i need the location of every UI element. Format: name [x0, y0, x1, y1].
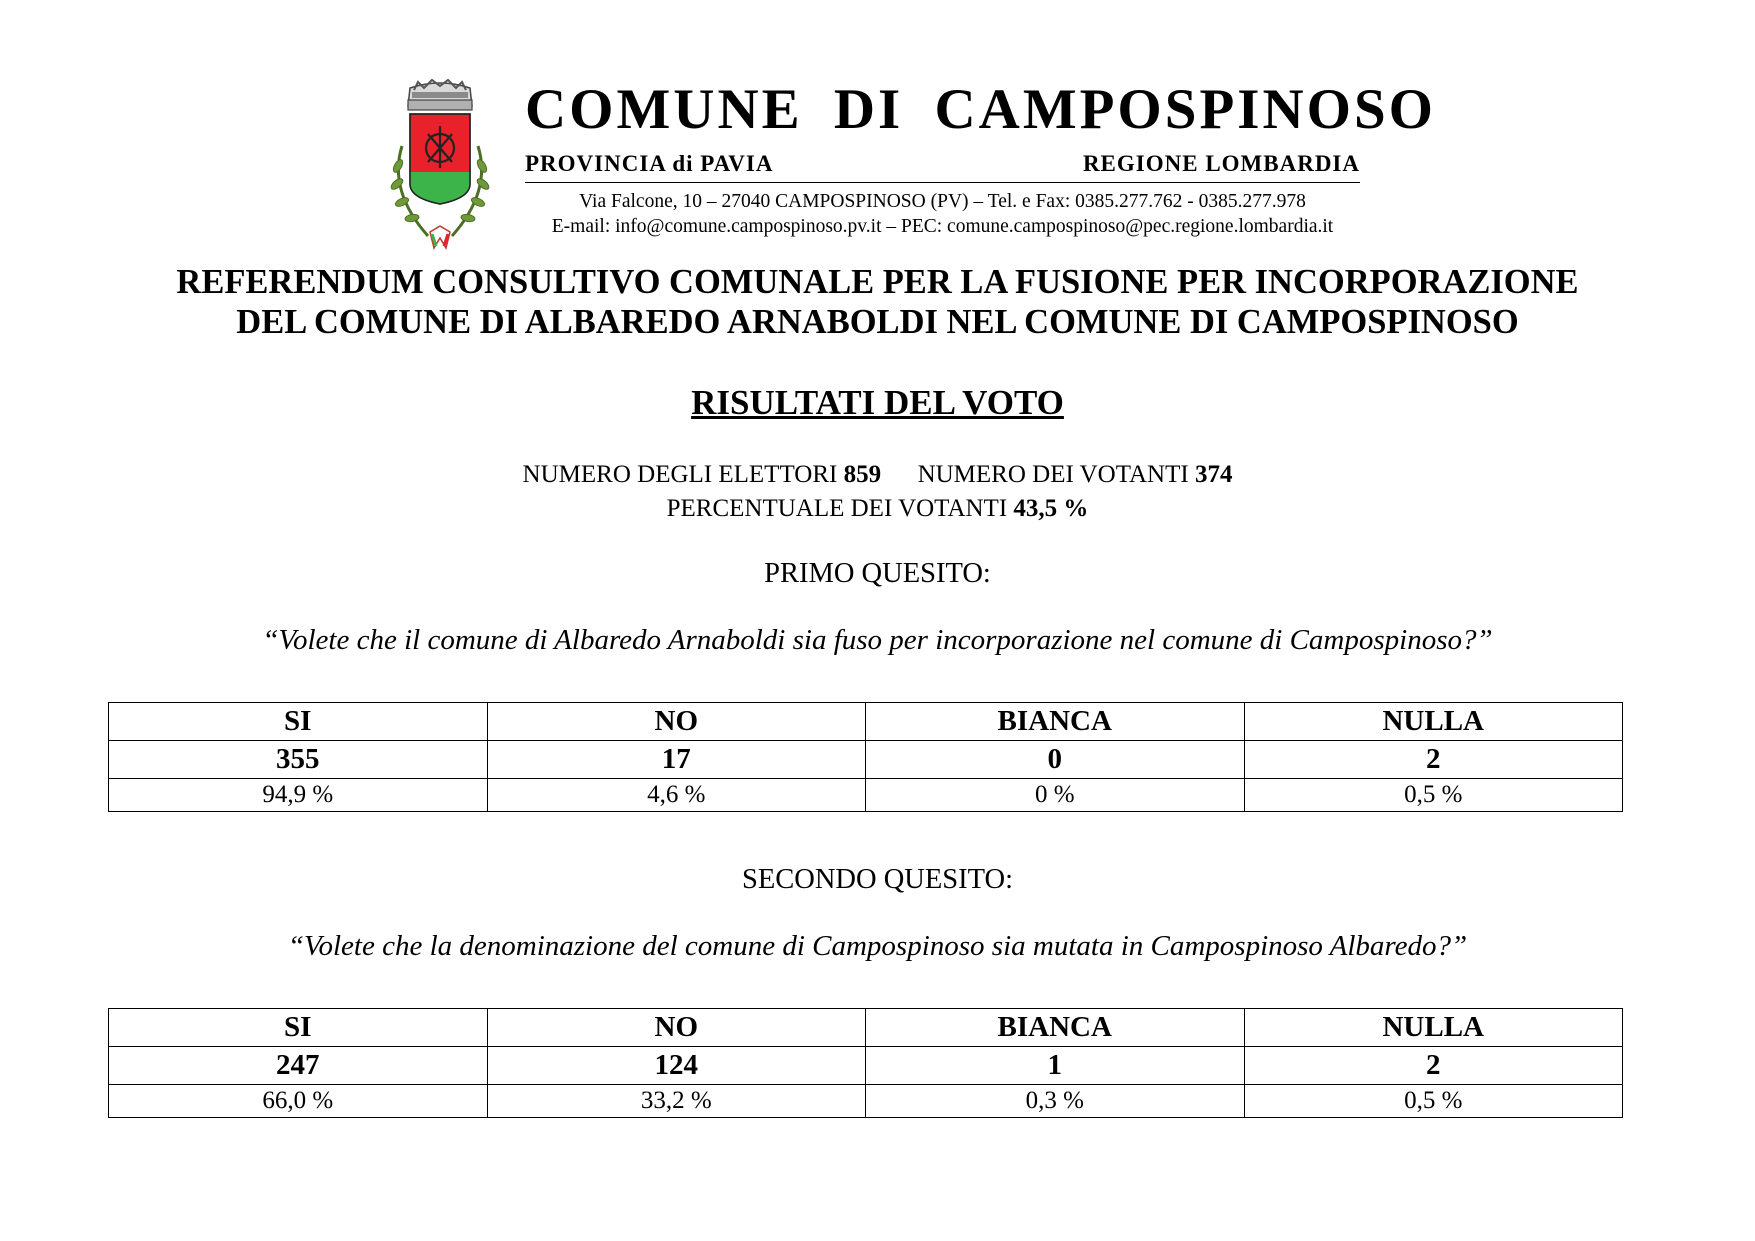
header-si: SI [109, 1009, 488, 1047]
votants-value: 374 [1194, 461, 1233, 488]
question-2-text: “Volete che la denominazione del comune di Campospinoso sia mutata in Campospinoso Albaredo?” [287, 930, 1468, 962]
percent-bianca: 0,3 % [866, 1085, 1245, 1118]
header-nulla: NULLA [1244, 1009, 1623, 1047]
question-2-label: SECONDO QUESITO: [741, 864, 1014, 895]
turnout-stats [0, 458, 1755, 526]
header-si: SI [109, 703, 488, 741]
turnout-label: PERCENTUALE DEI VOTANTI [666, 495, 1008, 522]
voters-label: NUMERO DEGLI ELETTORI [522, 461, 838, 488]
percent-nulla: 0,5 % [1244, 1085, 1623, 1118]
table-count-row [109, 741, 1623, 779]
table-percent-row [109, 1085, 1623, 1118]
province-region-row [525, 150, 1360, 183]
percent-bianca: 0 % [866, 779, 1245, 812]
votants-label: NUMERO DEI VOTANTI [917, 461, 1189, 488]
count-nulla: 2 [1244, 1047, 1623, 1085]
crown-icon [408, 80, 472, 110]
percent-no: 33,2 % [487, 1085, 866, 1118]
percent-nulla: 0,5 % [1244, 779, 1623, 812]
count-no: 124 [487, 1047, 866, 1085]
percent-si: 94,9 % [109, 779, 488, 812]
count-nulla: 2 [1244, 741, 1623, 779]
percent-si: 66,0 % [109, 1085, 488, 1118]
document-title-line-1: REFERENDUM CONSULTIVO COMUNALE PER LA FUSIONE PER INCORPORAZIONE [176, 263, 1579, 301]
address-line: Via Falcone, 10 – 27040 CAMPOSPINOSO (PV) – Tel. e Fax: 0385.277.762 - 0385.277.978 [579, 191, 1306, 212]
document-title-line-2: DEL COMUNE DI ALBAREDO ARNABOLDI NEL COMUNE DI CAMPOSPINOSO [236, 303, 1519, 341]
table-header-row [109, 1009, 1623, 1047]
letterhead [380, 70, 1437, 260]
question-1-text: “Volete che il comune di Albaredo Arnaboldi sia fuso per incorporazione nel comune di Campospinoso?” [262, 624, 1493, 656]
question-1-label: PRIMO QUESITO: [764, 558, 991, 589]
letterhead-text [525, 70, 1437, 239]
results-heading: RISULTATI DEL VOTO [691, 383, 1064, 422]
municipality-title: COMUNE DI CAMPOSPINOSO [525, 78, 1437, 141]
header-nulla: NULLA [1244, 703, 1623, 741]
question-1-results-table [108, 702, 1623, 812]
count-si: 247 [109, 1047, 488, 1085]
turnout-value: 43,5 % [1013, 495, 1089, 522]
count-no: 17 [487, 741, 866, 779]
header-no: NO [487, 703, 866, 741]
voters-value: 859 [843, 461, 882, 488]
header-bianca: BIANCA [866, 1009, 1245, 1047]
table-count-row [109, 1047, 1623, 1085]
table-header-row [109, 703, 1623, 741]
header-no: NO [487, 1009, 866, 1047]
table-percent-row [109, 779, 1623, 812]
count-bianca: 1 [866, 1047, 1245, 1085]
municipal-crest-icon [380, 76, 500, 256]
contact-line: E-mail: info@comune.campospinoso.pv.it – PEC: comune.campospinoso@pec.regione.lombardia.it [551, 216, 1334, 237]
count-si: 355 [109, 741, 488, 779]
count-bianca: 0 [866, 741, 1245, 779]
region-label: REGIONE LOMBARDIA [1082, 151, 1360, 176]
province-label: PROVINCIA di PAVIA [525, 151, 774, 176]
document-title [0, 262, 1755, 342]
header-bianca: BIANCA [866, 703, 1245, 741]
percent-no: 4,6 % [487, 779, 866, 812]
question-2-results-table [108, 1008, 1623, 1118]
